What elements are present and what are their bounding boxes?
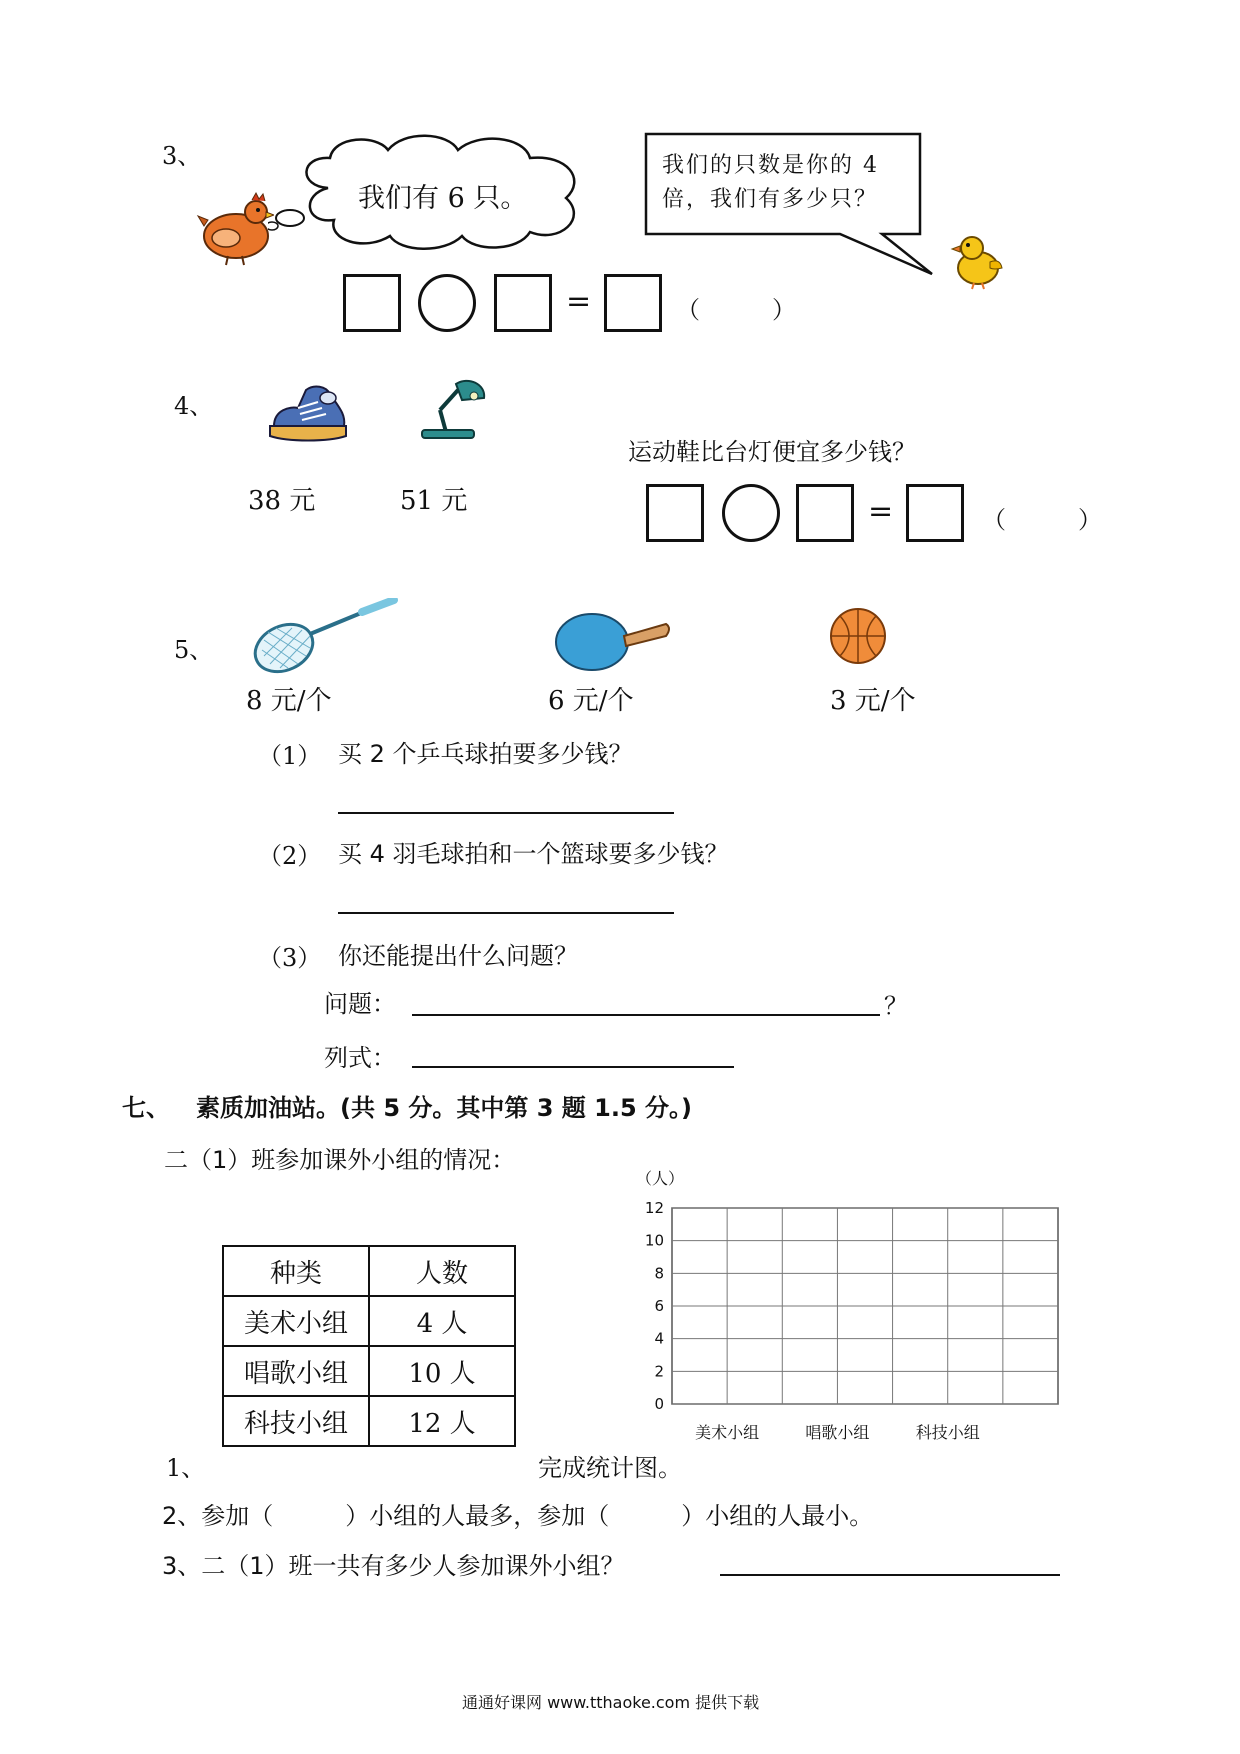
chart-y-ticks — [645, 1199, 664, 1413]
table-row — [223, 1346, 515, 1396]
racket-price: 8 元/个 — [246, 686, 332, 716]
question-4-number: 4、 — [174, 392, 214, 420]
table-header: 种类 — [223, 1246, 369, 1296]
badminton-racket-icon — [250, 598, 400, 678]
question-mark: ？ — [884, 992, 908, 1020]
table-header: 人数 — [369, 1246, 515, 1296]
q3-answer-box-2[interactable] — [494, 274, 552, 332]
table-cell: 唱歌小组 — [223, 1346, 369, 1396]
stat-table — [222, 1245, 516, 1447]
q5-sub3-number: （3） — [258, 944, 322, 972]
pingpong-price: 6 元/个 — [548, 686, 634, 716]
chart-unit-label: （人） — [636, 1169, 685, 1188]
question-label: 问题： — [324, 990, 396, 1018]
q3-answer-box-3[interactable] — [604, 274, 662, 332]
chick-icon — [950, 232, 1008, 290]
q4-question: 运动鞋比台灯便宜多少钱？ — [628, 438, 916, 466]
table-row — [223, 1396, 515, 1446]
speech-box-line1: 我们的只数是你的 4 — [662, 153, 879, 178]
x-category-label: 美术小组 — [695, 1423, 760, 1442]
q3-equals-sign: = — [566, 284, 592, 319]
formula-label: 列式： — [324, 1044, 396, 1072]
q4-answer-box-3[interactable] — [906, 484, 964, 542]
section-7-number: 七、 — [122, 1094, 170, 1122]
y-tick-label: 10 — [644, 1231, 664, 1250]
question-5-number: 5、 — [174, 636, 214, 664]
q5-sub1-text: 买 2 个乒乓球拍要多少钱？ — [338, 740, 633, 768]
table-cell: 12 人 — [369, 1396, 515, 1446]
q5-sub2-answer-line[interactable] — [338, 912, 674, 914]
x-category-label: 唱歌小组 — [805, 1423, 870, 1442]
y-tick-label: 12 — [644, 1199, 664, 1217]
q3-unit-paren[interactable]: （ ） — [676, 296, 796, 324]
item-1-text: 完成统计图。 — [538, 1454, 682, 1482]
q5-sub2-text: 买 4 羽毛球拍和一个篮球要多少钱？ — [338, 840, 729, 868]
q4-answer-box-1[interactable] — [646, 484, 704, 542]
table-cell: 科技小组 — [223, 1396, 369, 1446]
bar-chart[interactable] — [620, 1168, 1066, 1450]
lamp-price: 51 元 — [400, 486, 468, 516]
question-answer-line[interactable] — [412, 1014, 880, 1016]
q4-equals-sign: = — [868, 494, 894, 529]
q3-answer-box-1[interactable] — [343, 274, 401, 332]
sneaker-icon — [268, 380, 348, 444]
q5-sub2-number: （2） — [258, 842, 322, 870]
formula-answer-line[interactable] — [412, 1066, 734, 1068]
basketball-price: 3 元/个 — [830, 686, 916, 716]
q5-sub3-text: 你还能提出什么问题？ — [338, 942, 578, 970]
hen-icon — [196, 190, 274, 266]
q3-operator-circle[interactable] — [418, 274, 476, 332]
footer-text: 通通好课网 www.tthaoke.com 提供下载 — [462, 1693, 760, 1712]
shoe-price: 38 元 — [248, 486, 316, 516]
speech-box-line2: 倍，我们有多少只？ — [662, 187, 879, 212]
chart-x-labels — [695, 1423, 980, 1442]
section-7-title: 素质加油站。(共 5 分。其中第 3 题 1.5 分。) — [196, 1094, 692, 1122]
desk-lamp-icon — [416, 376, 490, 442]
table-row — [223, 1296, 515, 1346]
y-tick-label: 0 — [654, 1395, 664, 1413]
section-7-intro: 二（1）班参加课外小组的情况： — [164, 1146, 516, 1174]
table-cell: 美术小组 — [223, 1296, 369, 1346]
q5-sub1-answer-line[interactable] — [338, 812, 674, 814]
item-3-answer-line[interactable] — [720, 1574, 1060, 1576]
table-cell: 4 人 — [369, 1296, 515, 1346]
cloud-text: 我们有 6 只。 — [358, 183, 528, 214]
y-tick-label: 4 — [654, 1329, 664, 1348]
q4-operator-circle[interactable] — [722, 484, 780, 542]
q5-sub1-number: （1） — [258, 742, 322, 770]
y-tick-label: 8 — [654, 1264, 664, 1283]
item-1-number: 1、 — [166, 1454, 206, 1482]
question-3-number: 3、 — [162, 142, 202, 170]
q4-answer-box-2[interactable] — [796, 484, 854, 542]
pingpong-paddle-icon — [554, 606, 672, 672]
basketball-icon — [828, 606, 888, 666]
chart-grid — [672, 1208, 1058, 1404]
x-category-label: 科技小组 — [915, 1423, 980, 1442]
q4-unit-paren[interactable]: （ ） — [982, 506, 1102, 534]
item-3-text: 3、二（1）班一共有多少人参加课外小组？ — [162, 1552, 625, 1580]
table-header-row — [223, 1246, 515, 1296]
y-tick-label: 6 — [654, 1297, 664, 1315]
y-tick-label: 2 — [654, 1362, 664, 1381]
item-2-text[interactable]: 2、参加（ ）小组的人最多，参加（ ）小组的人最小。 — [162, 1502, 874, 1530]
table-cell: 10 人 — [369, 1346, 515, 1396]
